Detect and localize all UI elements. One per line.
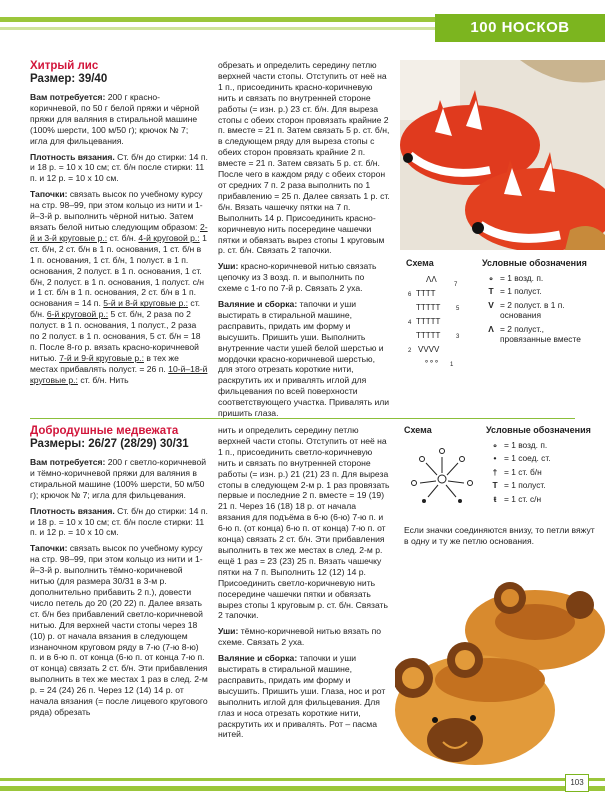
section-divider: [30, 418, 575, 419]
fox-density: Плотность вязания. Ст. б/н до стирки: 14 п. и 18 р. = 10 х 10 см; ст. б/н после стирки: 11 п. и 12 р. = 10 х 10 см.: [30, 151, 208, 184]
fox-column-1: [30, 60, 208, 391]
chain-stitch-icon: ∘: [492, 439, 498, 450]
bear-legend: [486, 425, 596, 507]
bear-photo-art: [395, 560, 605, 770]
bear-legend-row: † = 1 ст. б/н: [486, 467, 596, 478]
svg-text:∘∘∘: ∘∘∘: [424, 357, 440, 366]
page-number: 103: [565, 774, 589, 792]
fox-column-2: [218, 60, 390, 424]
fox-title: Хитрый лис: [30, 60, 99, 72]
svg-text:TTTT: TTTT: [416, 289, 436, 298]
bear-column-1: [30, 425, 208, 723]
half-double-crochet-icon: T: [492, 480, 498, 490]
bear-legend-title: Условные обозначения: [486, 425, 591, 435]
bear-scheme: [404, 425, 480, 522]
fox-slippers-photo: [400, 60, 605, 250]
bear-legend-row: T = 1 полуст.: [486, 480, 596, 491]
decrease-icon: Λ: [488, 323, 494, 334]
svg-text:TTTTT: TTTTT: [416, 331, 441, 340]
svg-text:7: 7: [454, 282, 458, 288]
fox-size: Размер: 39/40: [30, 73, 108, 85]
svg-text:TTTTT: TTTTT: [416, 303, 441, 312]
bear-materials: Вам потребуется: 200 г светло-коричневой и тёмно-коричневой пряжи для валяния в стиральной машине (100% шерсти, 50 м/50 г); крючок № 7; игла для фильцевания.: [30, 457, 207, 500]
fox-ears: Уши: красно-коричневой нитью связать цепочку из 3 возд. п. и выполнить по схеме с 1-го по 7-й р. Связать 2 уха.: [218, 261, 377, 294]
chain-stitch-icon: ∘: [488, 272, 494, 283]
svg-text:TTTTT: TTTTT: [416, 317, 441, 326]
fox-legend-row: T = 1 полуст.: [482, 286, 594, 297]
fox-legend-row: V = 2 полуст. в 1 п. основания: [482, 300, 594, 321]
fox-legend-row: Λ = 2 полуст., провязанные вместе: [482, 324, 594, 345]
fox-legend: [482, 258, 594, 348]
bear-legend-note: Если значки соединяются внизу, то петли вяжут в одну и ту же петлю основания.: [404, 525, 595, 546]
bottom-stripe-thin: [0, 778, 605, 781]
section-title: 100 НОСКОВ: [435, 14, 605, 42]
single-crochet-icon: †: [492, 466, 498, 477]
bear-legend-row: ŧ = 1 ст. с/н: [486, 494, 596, 505]
svg-text:ΛΛ: ΛΛ: [426, 275, 437, 284]
top-banner: [0, 0, 605, 48]
fox-scheme: [406, 258, 476, 380]
bear-column-2: [218, 425, 390, 745]
increase-icon: V: [488, 299, 494, 310]
bear-slippers-photo: [395, 560, 605, 770]
bear-scheme-diagram: [404, 439, 480, 519]
svg-text:4: 4: [408, 320, 412, 326]
svg-text:VVVV: VVVV: [418, 345, 440, 354]
svg-text:1: 1: [450, 362, 454, 368]
fox-scheme-diagram: [406, 272, 476, 377]
bottom-banner: [0, 764, 605, 800]
bear-assembly: Валяние и сборка: тапочки и уши выстирать в стиральной машине, расправить, придать им форму и высушить. Пришить уши. Глаза, нос и рот выполнить иглой для фильцевания. Для глаз и носа отрезать короткие нити, раскрутить их и привалять. Рот – пасма нитей.: [218, 653, 386, 740]
slip-stitch-icon: •: [493, 453, 497, 463]
fox-continued: обрезать и определить середину петлю верхней части стопы. Отступить от неё на 1 п., присоединить красно-коричневую нить и связать по внутренней стороне работы (= изн. р.) 23 ст. б/н. Для выреза стопы с обеих сторон провязать крайние 2 п. вместе = 21 п. Затем связать 5 р. ст. б/н, в следующем ряду для выреза стопы с обеих сторон провязать крайние 2 п. вместе = 21 п. Затем связать 5 р. ст. б/н. После чего в каждом ряду с обеих сторон от средних 7 п. 2 раза выполнить по 1 прибавлению = 25 п. Далее связать 1 р. ст. б/н. Вязать чашечку пятки на 7 п. Выполнить 14 р. Присоединить красно-коричневую нить посередине чашечки пятки и обвязать вырез стопы 1 круговым р. ст. б/н. Связать 2 тапочки.: [218, 60, 390, 256]
bear-ears: Уши: тёмно-коричневой нитью вязать по схеме. Связать 2 уха.: [218, 626, 382, 648]
fox-legend-title: Условные обозначения: [482, 258, 587, 268]
svg-text:2: 2: [408, 348, 412, 354]
bear-slippers: Тапочки: связать высок по учебному курсу на стр. 98–99, при этом кольцо из нити и 1-й–3-й р. выполнить тёмно-коричневой нитью (для размера 30/31 в 3-м р. дополнительно прибавить 2 п.), довести число петель до 20 (20 22) п. Далее вязать ст. б/н без прибавлений светло-коричневой нитью. Для верхней части стопы через 18 (10) р. от начала вязания в следующем изнаночном круговом ряду в 7-ю (7-ю 8-ю) п. и в 6-ю п. от конца (6-ю п. от конца 7-ю п. от конца) связать 2 ст. б/н. Эти прибавления выполнить в тех же местах 1 раз в след. 2-м р. = 24 (24) 26 п. Через 12 (14) 14 р. от начала вязания (= после лицевого кругового ряда) обрезать: [30, 543, 208, 717]
bottom-stripe: [0, 786, 605, 791]
bear-legend-row: • = 1 соед. ст.: [486, 453, 596, 464]
bear-scheme-title: Схема: [404, 425, 432, 435]
svg-text:3: 3: [456, 334, 460, 340]
bear-density: Плотность вязания. Ст. б/н до стирки: 14 п. и 18 р. = 10 х 10 см; ст. б/н после стирки: 11 п. и 12 р. = 10 х 10 см.: [30, 505, 208, 538]
bear-continued: нить и определить середину петлю верхней части стопы. Отступить от неё на 1 п., присоединить светло-коричневую нить и связать по внутренней стороне работы (= изн. р.) 21 (21) 23 п. Для выреза стопы в следующем 2-м р. 1 раз провязать первые и последние 2 п. вместе = 19 (19) 21 п. Через 16 (18) 18 р. от начала вязания для подъёма в 6-ю (6-ю) 7-ю п. и 6-ю п. (от конца) 6-ю п. от конца) 7-ю п. от конца) связать 2 ст. б/н. Эти прибавления выполнить в тех же местах в след. 2-м р. ещё 1 раз = 23 (23) 25 п. Вязать чашечку пятки на 7 п. Выполнить 12 (12) 14 р. Присоединить светло-коричневую нить посередине чашечки пятки и обвязать вырез стопы 1 круговым р. ст. б/н. Связать 2 тапочки.: [218, 425, 390, 621]
fox-scheme-title: Схема: [406, 258, 434, 268]
fox-slippers: Тапочки: связать высок по учебному курсу на стр. 98–99, при этом кольцо из нити и 1-й–3-й р. выполнить чёрной нитью. Затем вязать белой нитью следующим образом: 2-й и 3-й круговые р.: ст. б/н. 4-й круговой р.: 1 ст. б/н, 2 ст. б/н в 1 п. основания, 1 ст. б/н в 1 п. основания, 1 ст. б/н, 1 полуст. в 1 п. основания, 2 полуст. в 1 п. основания, 1 ст. б/н, 2 полуст. в 1 п. основания, 1 полуст. с/н и 1 ст. б/н в 1 п. основания, 2 ст. б/н в 1 п. основания = 14 п. 5-й и 8-й круговые р.: ст. б/н. 6-й круговой р.: 5 ст. б/н, 2 раза по 2 полуст. в 1 п. основания, 1 полуст., 2 раза по 2 полуст. в 1 п. основания, 5 ст. б/н = 18 п. После 8-го р. вязать красно-коричневой нитью. 7-й и 9-й круговые р.: в тех же местах прибавлять полуст. = 26 п. 10-й–18-й круговые р.: ст. б/н. Нить: [30, 189, 208, 385]
double-crochet-icon: ŧ: [493, 493, 497, 504]
svg-text:5: 5: [456, 306, 460, 312]
bear-size: Размеры: 26/27 (28/29) 30/31: [30, 438, 189, 450]
svg-text:6: 6: [408, 292, 412, 298]
fox-photo-art: [400, 60, 605, 250]
bear-legend-row: ∘ = 1 возд. п.: [486, 440, 596, 451]
half-double-crochet-icon: T: [488, 286, 494, 296]
fox-legend-row: ∘ = 1 возд. п.: [482, 273, 594, 284]
fox-assembly: Валяние и сборка: тапочки и уши выстирать в стиральной машине, расправить, придать им форму и высушить. Пришить уши. Выполнить внутренние части ушей белой шерстью и мордочки красно-коричневой шерстью, для этого отрезать короткие нити, раскрутить их и привалять иглой для фильцевания по всей поверхности соответствующего участка. Привалять или пришить глаза.: [218, 299, 390, 419]
fox-materials: Вам потребуется: 200 г красно-коричневой, по 50 г белой пряжи и чёрной пряжи для валяния в стиральной машине (100% шерсти, 100 м/50 г); крючок № 7; игла для фильцевания.: [30, 92, 200, 146]
bear-title: Добродушные медвежата: [30, 425, 179, 437]
